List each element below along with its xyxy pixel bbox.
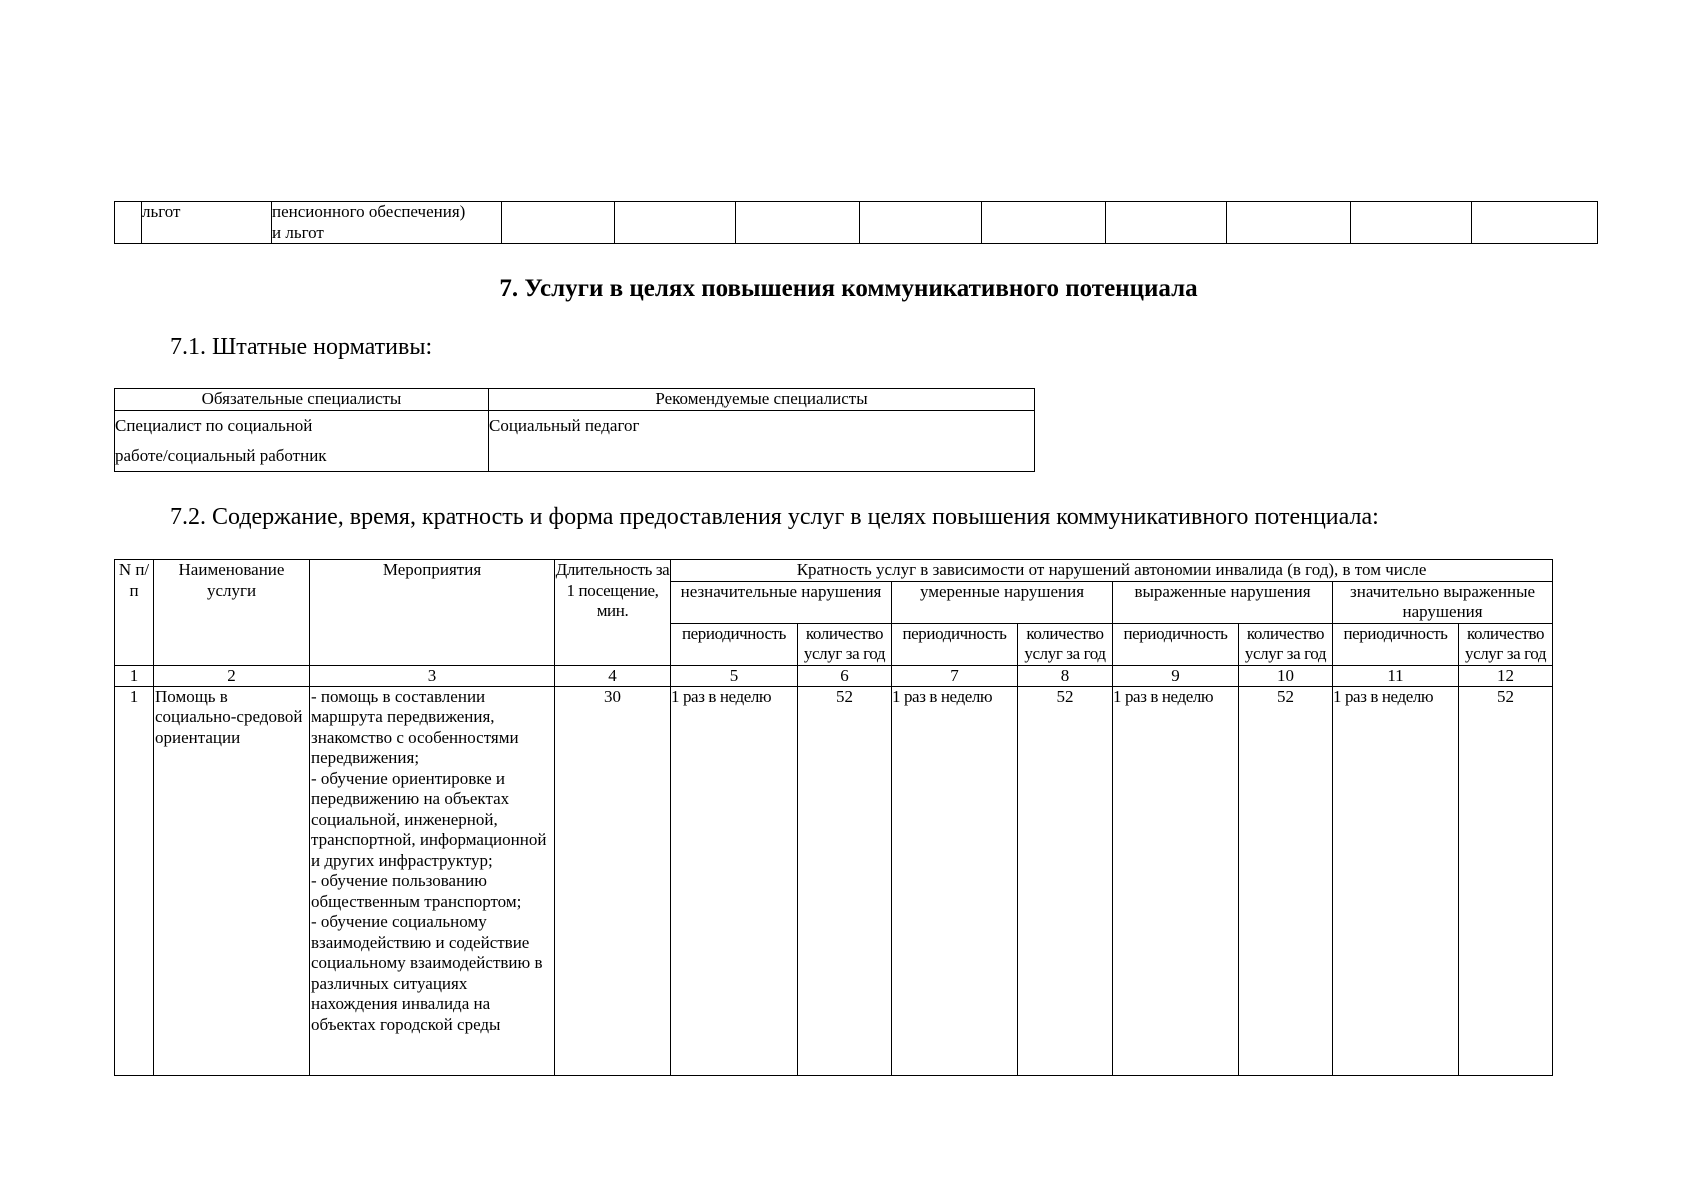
column-number: 1 (115, 665, 154, 686)
column-header-duration: Длительность за 1 посещение, мин. (555, 560, 671, 666)
table-row (115, 411, 1035, 472)
column-header-periodicity: периодичность (671, 623, 798, 665)
column-number: 11 (1333, 665, 1459, 686)
table-cell (272, 202, 502, 244)
service-name: Помощь в социально-средовой ориентации (154, 686, 310, 1075)
column-header-recommended: Рекомендуемые специалисты (489, 389, 1035, 411)
column-header-periodicity: периодичность (1113, 623, 1239, 665)
table-header-row (115, 560, 1553, 582)
column-header-name: Наименование услуги (154, 560, 310, 666)
table-row (115, 202, 1598, 244)
service-activities: - помощь в составлении маршрута передвижения, знакомство с особенностями передвижения; - обучение ориентировке и передвижению на объектах социальной, инженерной, транспортной, информационной и других инфраструктур; - обучение пользованию общественным транспортом; - обучение социальному взаимодействию и содействие социальному взаимодействию в различных ситуациях нахождения инвалида на объектах городской среды (310, 686, 555, 1075)
column-header-mandatory: Обязательные специалисты (115, 389, 489, 411)
table-header-row (115, 389, 1035, 411)
recommended-specialist-cell: Социальный педагог (489, 411, 1035, 472)
column-header-group-minor: незначительные нарушения (671, 581, 892, 623)
row-number: 1 (115, 686, 154, 1075)
periodicity-severe: 1 раз в неделю (1333, 686, 1459, 1075)
subsection-heading-services: 7.2. Содержание, время, кратность и форма предоставления услуг в целях повышения коммуникативного потенциала: (170, 504, 1379, 530)
section-heading: 7. Услуги в целях повышения коммуникативного потенциала (499, 275, 1198, 302)
cell-line: пенсионного обеспечения) (272, 202, 466, 221)
periodicity-expressed: 1 раз в неделю (1113, 686, 1239, 1075)
periodicity-minor: 1 раз в неделю (671, 686, 798, 1075)
quantity-minor: 52 (798, 686, 892, 1075)
cell-line: Специалист по социальной (115, 416, 313, 435)
column-header-periodicity: периодичность (1333, 623, 1459, 665)
service-duration: 30 (555, 686, 671, 1075)
cell-line: и льгот (272, 222, 324, 242)
table-row (115, 686, 1553, 1075)
column-header-activities: Мероприятия (310, 560, 555, 666)
column-number: 2 (154, 665, 310, 686)
periodicity-moderate: 1 раз в неделю (892, 686, 1018, 1075)
column-number: 4 (555, 665, 671, 686)
previous-table-continuation (114, 201, 1598, 244)
column-number: 5 (671, 665, 798, 686)
column-header-group-severe: значительно выраженные нарушения (1333, 581, 1553, 623)
column-number-row (115, 665, 1553, 686)
column-number: 12 (1459, 665, 1553, 686)
column-header-quantity: количество услуг за год (1018, 623, 1113, 665)
table-cell: льгот (142, 202, 272, 244)
staff-norms-table (114, 388, 1035, 472)
services-table (114, 559, 1553, 1076)
column-number: 3 (310, 665, 555, 686)
column-header-group-expressed: выраженные нарушения (1113, 581, 1333, 623)
column-number: 10 (1239, 665, 1333, 686)
quantity-moderate: 52 (1018, 686, 1113, 1075)
column-header-frequency-group: Кратность услуг в зависимости от нарушений автономии инвалида (в год), в том числе (671, 560, 1553, 582)
quantity-expressed: 52 (1239, 686, 1333, 1075)
column-header-quantity: количество услуг за год (1239, 623, 1333, 665)
column-header-quantity: количество услуг за год (798, 623, 892, 665)
column-header-num: N п/п (115, 560, 154, 666)
column-number: 6 (798, 665, 892, 686)
column-number: 8 (1018, 665, 1113, 686)
mandatory-specialist-cell (115, 411, 489, 472)
column-header-periodicity: периодичность (892, 623, 1018, 665)
column-number: 7 (892, 665, 1018, 686)
column-number: 9 (1113, 665, 1239, 686)
column-header-group-moderate: умеренные нарушения (892, 581, 1113, 623)
quantity-severe: 52 (1459, 686, 1553, 1075)
column-header-quantity: количество услуг за год (1459, 623, 1553, 665)
cell-line: работе/социальный работник (115, 446, 327, 465)
subsection-heading-staff-norms: 7.1. Штатные нормативы: (170, 334, 433, 360)
